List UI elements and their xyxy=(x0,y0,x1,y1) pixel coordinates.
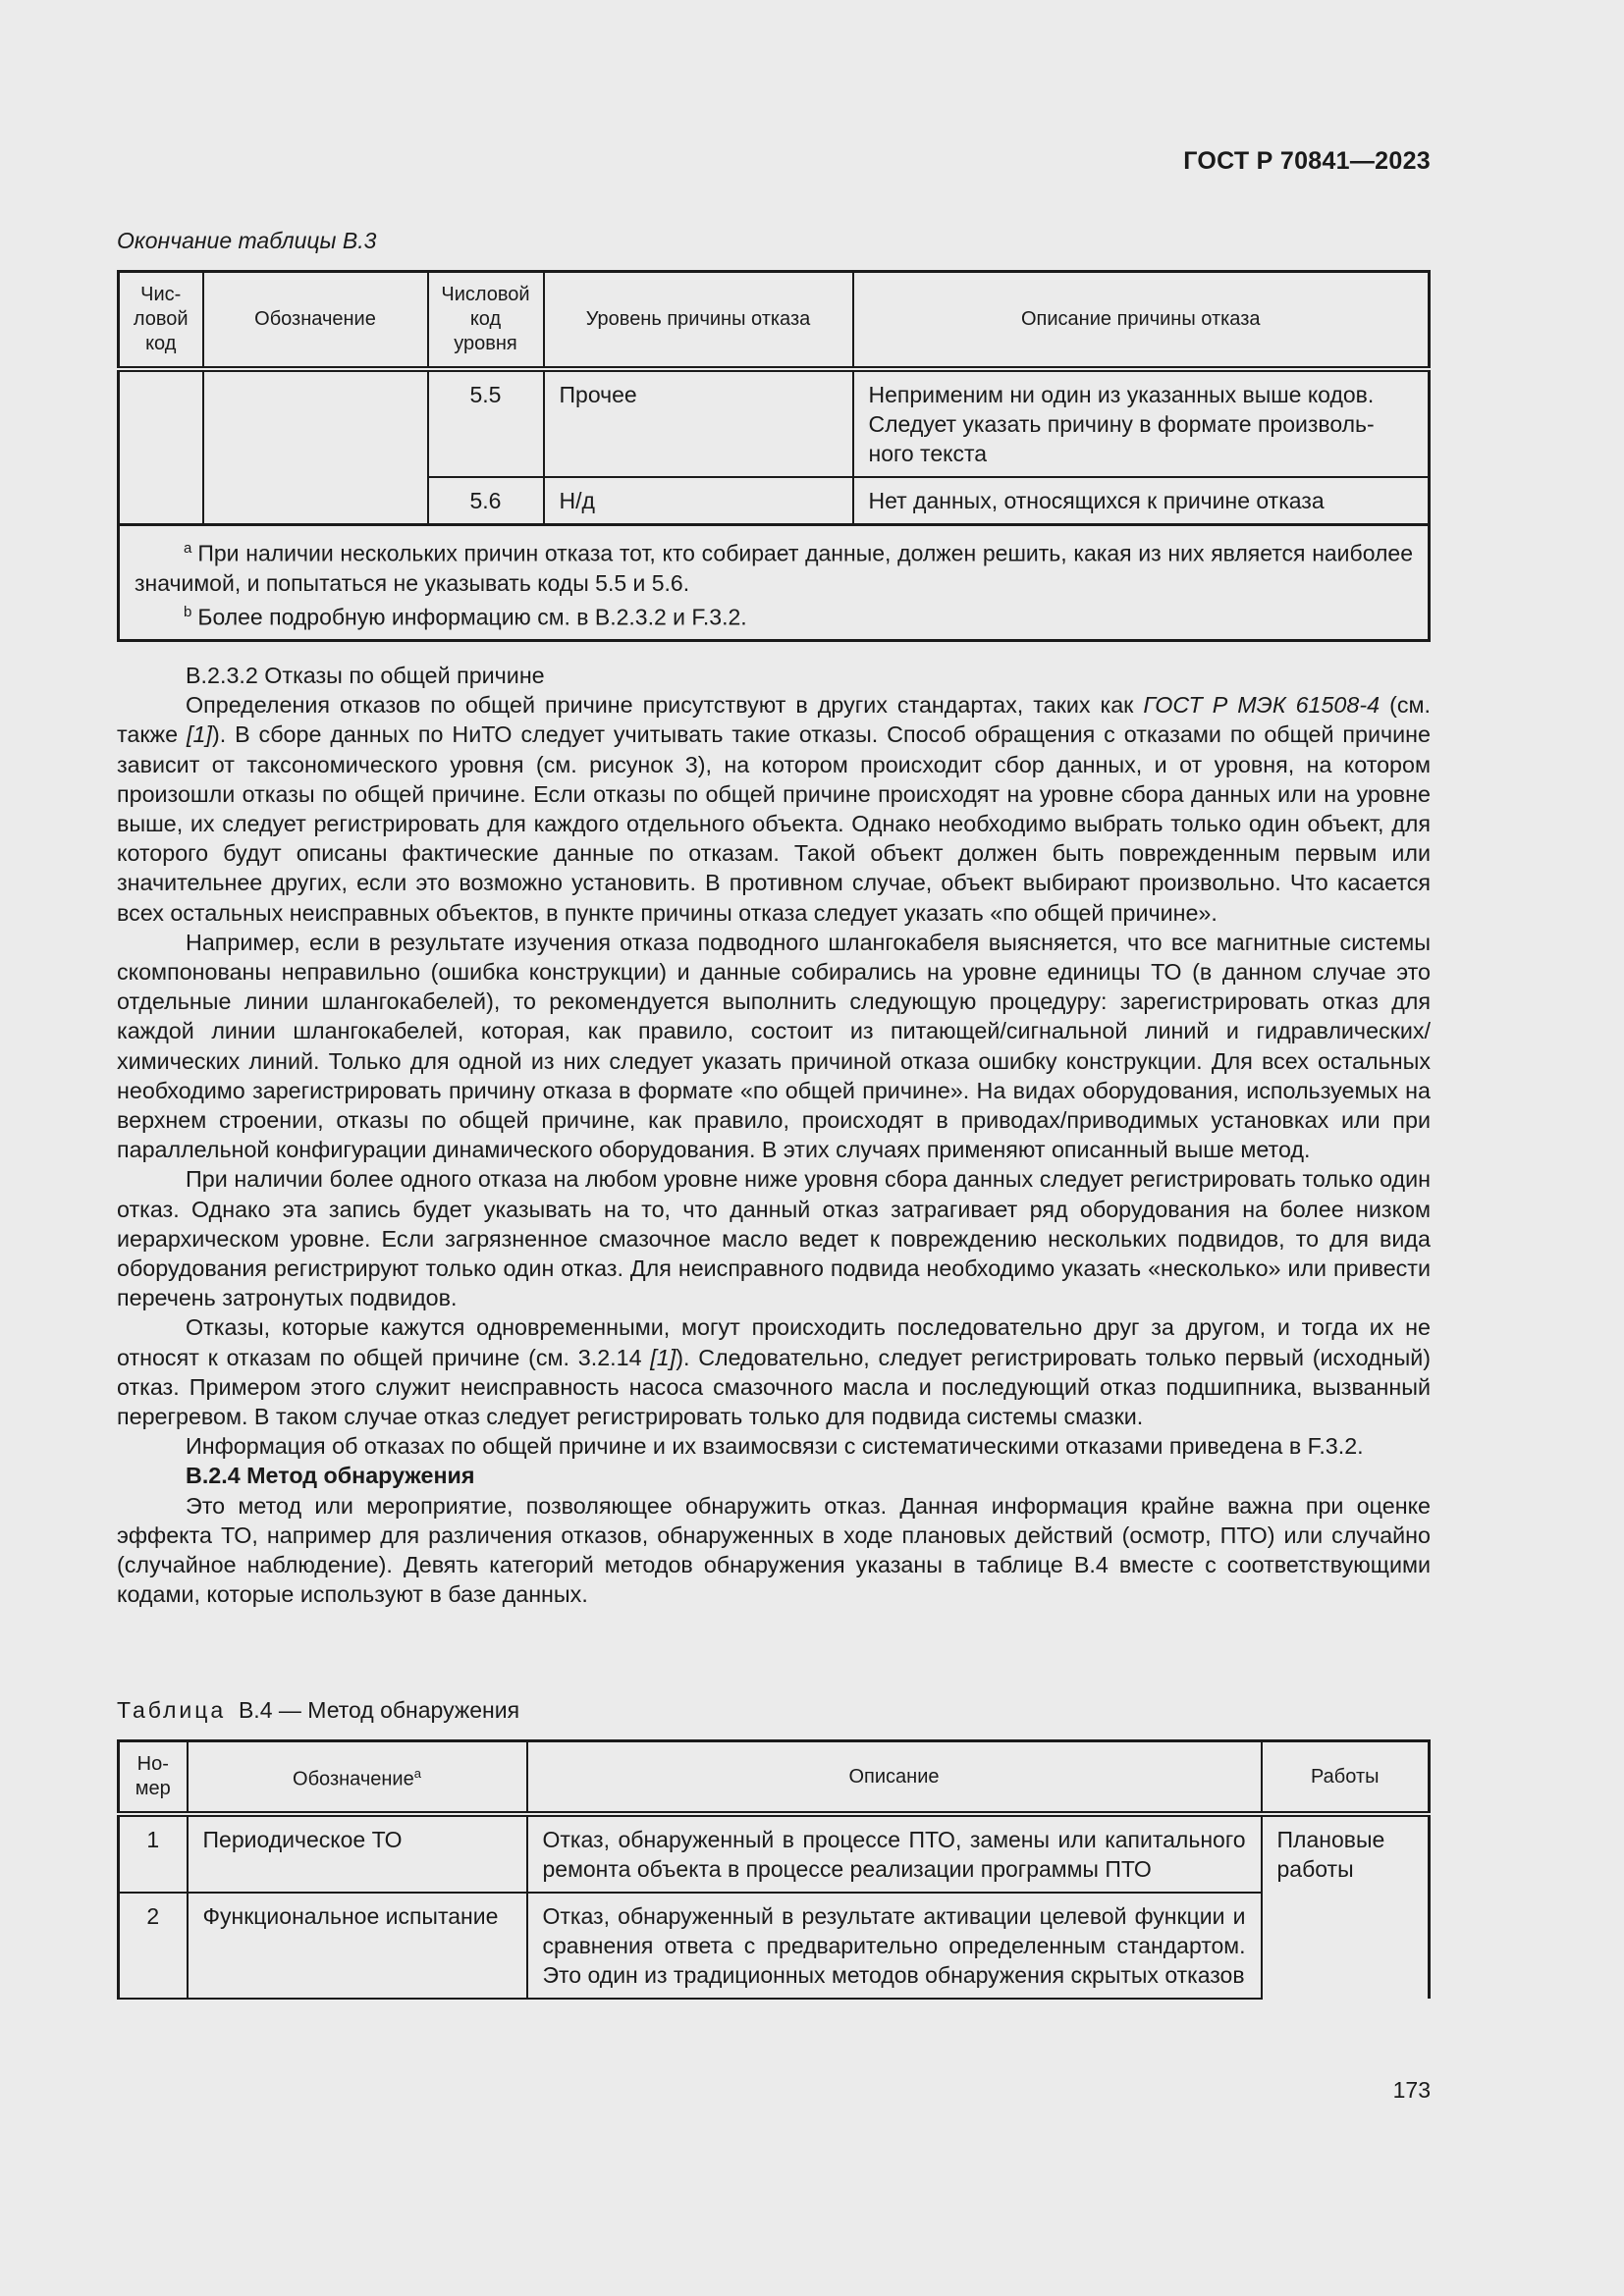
page-number: 173 xyxy=(1392,2077,1431,2103)
document-header: ГОСТ Р 70841—2023 xyxy=(1183,147,1431,175)
table-b3 xyxy=(117,270,1431,642)
footnote-a: $^a$ При наличии нескольких причин отказа тот, кто собирает данные, должен решить, какая из них является наиболее значимой, и попытаться не указывать коды 5.5 и 5.6. xyxy=(135,540,1413,596)
paragraph: Отказы, которые кажутся одновременными, могут происходить последовательно друг за другом, и тогда их не относят к отказам по общей причине (см. 3.2.14 [1]). Следовательно, следует регистрировать только первый (исходный) отказ. Примером этого служит неисправность насоса смазочного масла и последующий отказ подшипника, вызванный перегревом. В таком случае отказ следует регистрировать только для подвида системы смазки. xyxy=(117,1314,1431,1430)
section-title-b24: В.2.4 Метод обнаружения xyxy=(186,1463,475,1489)
table-b4-caption: Таблица В.4 — Метод обнаружения xyxy=(117,1697,520,1723)
col-header-code: Чис- ловой код xyxy=(119,272,203,370)
section-title-b232: В.2.3.2 Отказы по общей причине xyxy=(186,663,545,688)
main-text xyxy=(117,661,1431,1610)
paragraph: Например, если в результате изучения отказа подводного шлангокабеля выясняется, что все магнитные системы скомпонованы неправильно (ошибка конструкции) и данные собирались на уровне единицы ТО (в данном случае это отдельные линии шлангокабелей), то рекомендуется выполнить следующую процедуру: зарегистрировать отказ для каждой линии шлангокабелей, которая, как правило, состоит из питающей/сигнальной линий и гидравлических/химических линий. Только для одной из них следует указать причиной отказа ошибку конструкции. Для всех остальных необходимо зарегистрировать причину отказа в формате «по общей причине». На видах оборудования, используемых на верхнем строении, отказы по общей причине, как правило, происходят в приводах/приводимых установках или при параллельной конфигурации динамического оборудования. В этих случаях применяют описанный выше метод. xyxy=(117,929,1431,1163)
col-header-name: Обозначение$^a$ xyxy=(188,1741,527,1815)
paragraph: Информация об отказах по общей причине и их взаимосвязи с систематическими отказами приведена в F.3.2. xyxy=(186,1433,1364,1460)
table-cell-name: Периодическое ТО xyxy=(188,1814,527,1893)
table-header-row xyxy=(119,1741,1430,1815)
paragraph: Определения отказов по общей причине присутствуют в других стандартах, таких как ГОСТ Р МЭК 61508-4 (см. также [1]). В сборе данных по НиТО следует учитывать такие отказы. Способ обращения с отказами по общей причине зависит от таксономического уровня (см. рисунок 3), на котором происходит сбор данных, и от уровня, на котором произошли отказы по общей причине. Если отказы по общей причине происходят на уровне сбора данных или на уровне выше, их следует регистрировать для каждого отдельного объекта. Однако необходимо выбрать только один объект, для которого будут описаны фактические данные по отказам. Такой объект должен быть поврежденным первым или значительнее других, если это возможно установить. В противном случае, объект выбирают произвольно. Что касается всех остальных неисправных объектов, в пункте причины отказа следует указать «по общей причине». xyxy=(117,692,1431,926)
paragraph: Это метод или мероприятие, позволяющее обнаружить отказ. Данная информация крайне важна при оценке эффекта ТО, например для различения отказов, обнаруженных в ходе плановых действий (осмотр, ПТО) или случайно (случайное наблюдение). Девять категорий методов обнаружения указаны в таблице В.4 вместе с соответствующими кодами, которые используют в базе данных. xyxy=(117,1492,1431,1608)
table-cell-level-code: 5.6 xyxy=(428,477,544,525)
col-header-description: Описание причины отказа xyxy=(853,272,1430,370)
col-header-works: Работы xyxy=(1262,1741,1430,1815)
col-header-description: Описание xyxy=(527,1741,1262,1815)
footnote-b: $^b$ Более подробную информацию см. в В.2.3.2 и F.3.2. xyxy=(184,603,747,630)
col-header-name: Обозначение xyxy=(203,272,428,370)
table-cell-level: Н/д xyxy=(544,477,853,525)
col-header-level-code: Числовой код уровня xyxy=(428,272,544,370)
table-cell-description: Отказ, обнаруженный в результате активации целевой функции и сравнения ответа с предварительно определенным стандартом. Это один из традиционных методов обнаружения скрытых отказов xyxy=(527,1893,1262,1999)
table-row xyxy=(119,369,1430,477)
table-cell-description: Неприменим ни один из указанных выше кодов. Следует указать причину в формате произволь-ного текста xyxy=(853,369,1430,477)
col-header-level: Уровень причины отказа xyxy=(544,272,853,370)
table-row xyxy=(119,1893,1430,1999)
table-b3-caption: Окончание таблицы В.3 xyxy=(117,228,377,253)
standard-reference: ГОСТ Р МЭК 61508-4 xyxy=(1143,692,1380,719)
table-cell-description: Нет данных, относящихся к причине отказа xyxy=(853,477,1430,525)
col-header-number: Но- мер xyxy=(119,1741,188,1815)
table-b4 xyxy=(117,1739,1431,2000)
table-cell-number: 2 xyxy=(119,1893,188,1999)
table-footnote-row xyxy=(119,525,1430,641)
table-cell-works: Плановые работы xyxy=(1262,1814,1430,1999)
table-footnotes xyxy=(119,525,1430,641)
table-row xyxy=(119,1814,1430,1893)
table-cell xyxy=(203,369,428,525)
table-cell-number: 1 xyxy=(119,1814,188,1893)
table-header-row xyxy=(119,272,1430,370)
table-cell-level-code: 5.5 xyxy=(428,369,544,477)
table-cell-level: Прочее xyxy=(544,369,853,477)
paragraph: При наличии более одного отказа на любом уровне ниже уровня сбора данных следует регистрировать только один отказ. Однако эта запись будет указывать на то, что данный отказ затрагивает ряд оборудования на более низком иерархическом уровне. Если загрязненное смазочное масло ведет к повреждению нескольких подвидов, то для вида оборудования регистрируют только один отказ. Для неисправного подвида необходимо указать «несколько» или привести перечень затронутых подвидов. xyxy=(117,1166,1431,1311)
table-cell-description: Отказ, обнаруженный в процессе ПТО, замены или капитального ремонта объекта в процессе реализации программы ПТО xyxy=(527,1814,1262,1893)
table-cell xyxy=(119,369,203,525)
table-cell-name: Функциональное испытание xyxy=(188,1893,527,1999)
